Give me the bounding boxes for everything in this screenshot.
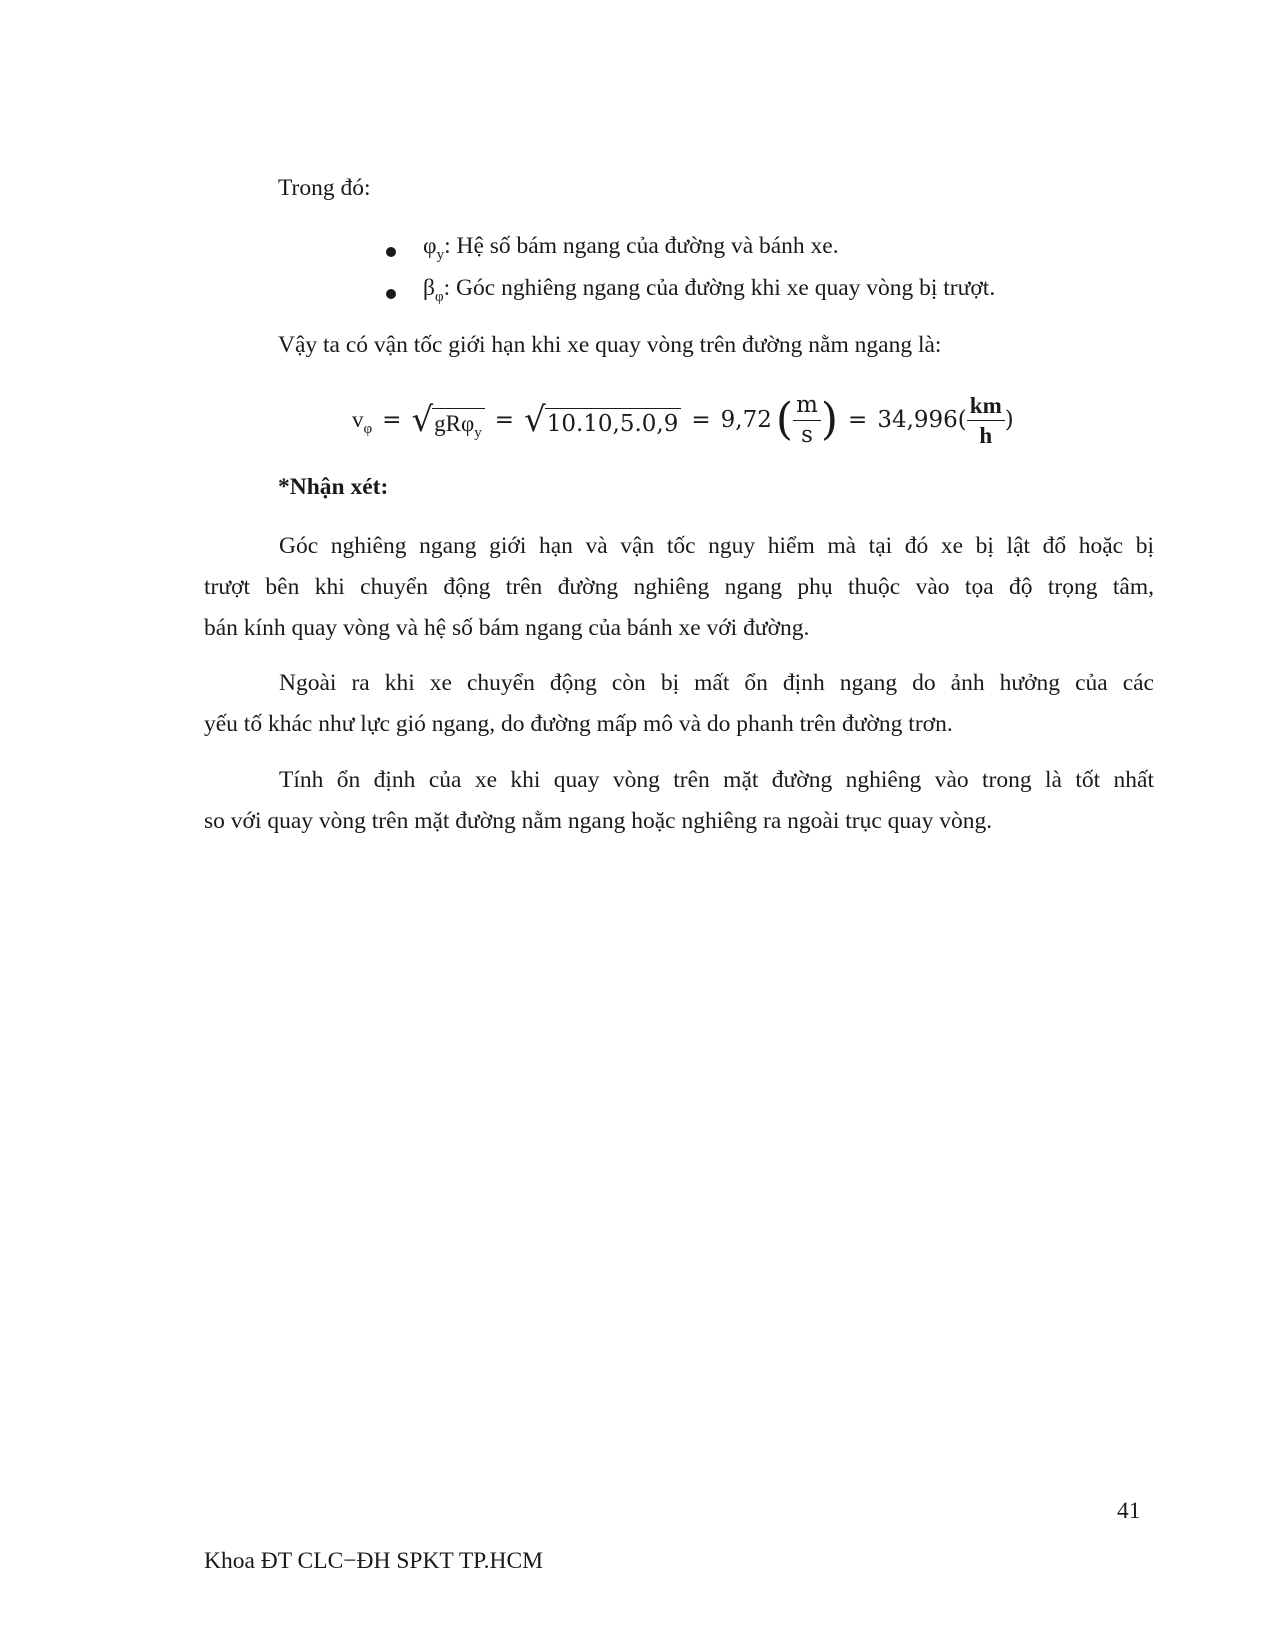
unit-kmh-fraction: $\frac{km}{h}$ <box>967 394 1005 447</box>
unit-ms-fraction: $\frac{m}{s}$ <box>793 394 821 447</box>
definition-text: : Hệ số bám ngang của đường và bánh xe. <box>444 233 839 259</box>
equals-sign: = <box>691 407 711 433</box>
symbol-subscript: φ <box>434 289 444 305</box>
intro-label: Trong đó: <box>278 175 371 201</box>
symbol: β <box>423 275 435 301</box>
equals-sign: = <box>382 407 402 433</box>
bullet-dot-icon <box>386 247 396 257</box>
close-paren: ) <box>1004 407 1014 433</box>
footer-text: Khoa ĐT CLC−ĐH SPKT TP.HCM <box>204 1548 544 1574</box>
value-kmh: 34,996( <box>877 407 967 433</box>
paragraph: Ngoài ra khi xe chuyển động còn bị mất ổn định ngang do ảnh hưởng của các yếu tố khác như lực gió ngang, do đường mấp mô và do phanh trên đường trơn. <box>204 670 1154 737</box>
sqrt-numeric: √ 10.10,5.0,9 <box>524 403 681 437</box>
bullet-dot-icon <box>386 289 396 299</box>
equals-sign: = <box>494 407 515 433</box>
symbol-subscript: y <box>436 247 445 263</box>
page-number: 41 <box>1117 1498 1141 1524</box>
velocity-intro: Vậy ta có vận tốc giới hạn khi xe quay vòng trên đường nằm ngang là: <box>278 332 942 358</box>
value-ms: 9,72 <box>720 407 772 433</box>
velocity-formula: $v_\varphi$ = √ gRφ$_y$ = √ 10.10,5.0,9 = 9,72 ( $\frac{m}{s}$ ) = 34,996( $\frac{km}{h}$ ) <box>352 391 1014 448</box>
definition-text: : Góc nghiêng ngang của đường khi xe quay vòng bị trượt. <box>443 275 996 301</box>
paragraph: Góc nghiêng ngang giới hạn và vận tốc nguy hiểm mà tại đó xe bị lật đổ hoặc bị trượt bên khi chuyển động trên đường nghiêng ngang phụ thuộc vào tọa độ trọng tâm, bán kính quay vòng và hệ số bám ngang của bánh xe với đường. <box>204 533 1154 641</box>
formula-lhs: $v_\varphi$ <box>352 407 373 437</box>
remark-heading: *Nhận xét: <box>278 474 389 500</box>
equals-sign: = <box>848 407 868 433</box>
sqrt-symbolic: √ gRφ$_y$ <box>411 403 484 437</box>
symbol: φ <box>423 233 437 259</box>
paragraph: Tính ổn định của xe khi quay vòng trên mặt đường nghiêng vào trong là tốt nhất so với quay vòng trên mặt đường nằm ngang hoặc nghiêng ra ngoài trục quay vòng. <box>204 767 1154 834</box>
